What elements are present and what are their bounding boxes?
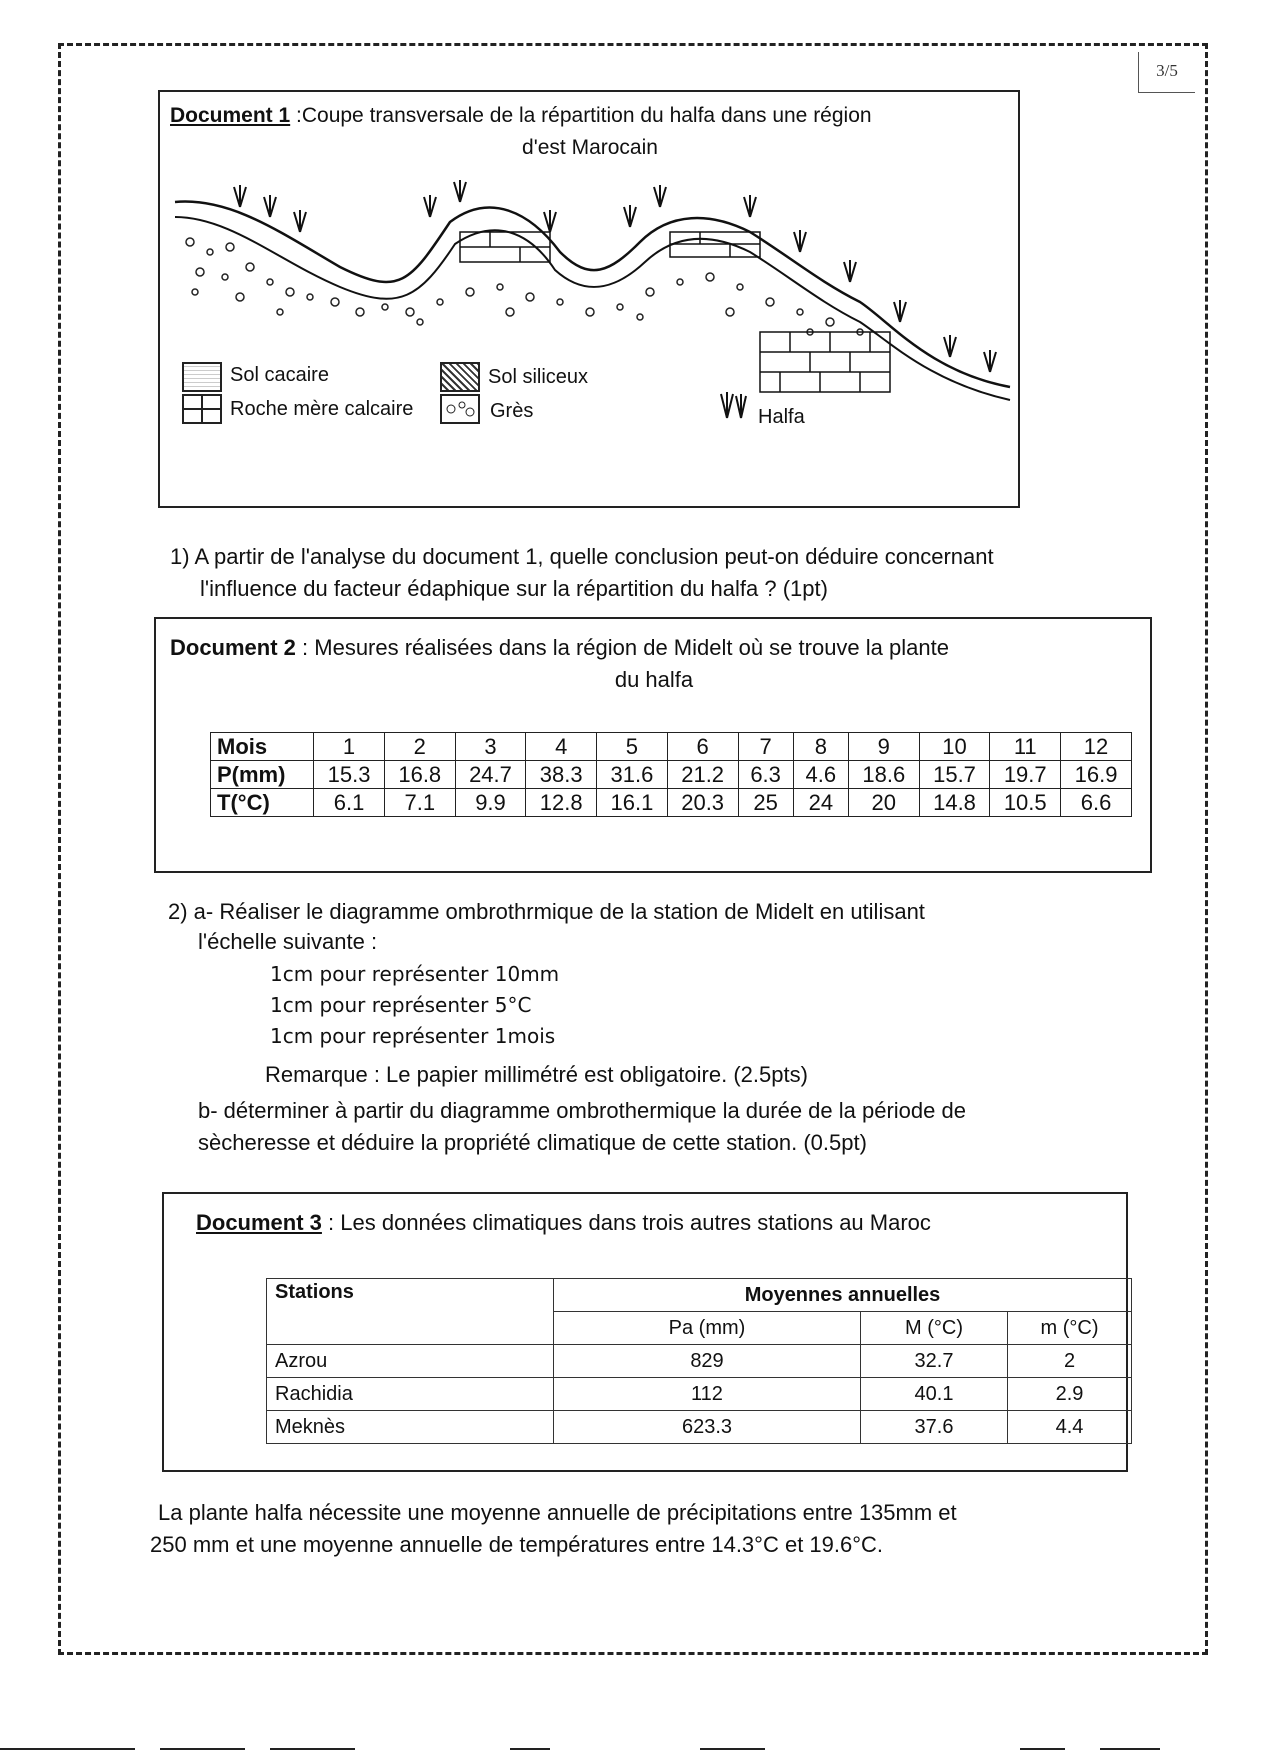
- document-1-box: [158, 90, 1020, 508]
- table-cell-station: Meknès: [267, 1411, 554, 1444]
- table-cell: 6.6: [1061, 789, 1132, 817]
- table-cell: 6.1: [314, 789, 385, 817]
- table-cell: 20: [848, 789, 919, 817]
- table-cell: 10.5: [990, 789, 1061, 817]
- bottom-rule-7: [1100, 1748, 1160, 1750]
- table-cell: 10: [919, 733, 990, 761]
- table-cell-m: 4.4: [1008, 1411, 1132, 1444]
- table-cell: 24.7: [455, 761, 526, 789]
- legend-gres-swatch: [440, 394, 480, 424]
- gravel-pattern: [186, 238, 863, 335]
- table-cell: 11: [990, 733, 1061, 761]
- table-cell-station: Rachidia: [267, 1378, 554, 1411]
- table-row: [267, 1345, 1132, 1378]
- document-3-title: [196, 1210, 1116, 1236]
- table-cell-M: 37.6: [861, 1411, 1008, 1444]
- bottom-rule-3: [270, 1748, 355, 1750]
- stations-climate-table: [266, 1278, 1132, 1444]
- table-cell: 6: [667, 733, 738, 761]
- document-2-box: [154, 617, 1152, 873]
- bottom-rule-5: [700, 1748, 765, 1750]
- document-2-title-line2: du halfa: [614, 667, 694, 692]
- table-cell-M: 40.1: [861, 1378, 1008, 1411]
- table-cell: 19.7: [990, 761, 1061, 789]
- row-label: P(mm): [211, 761, 314, 789]
- table-cell: 7: [738, 733, 793, 761]
- table-cell: 15.7: [919, 761, 990, 789]
- table-cell: 12: [1061, 733, 1132, 761]
- document-1-title-line2: d'est Marocain: [522, 136, 658, 159]
- table-row: [211, 761, 1132, 789]
- question-1-line1: 1) A partir de l'analyse du document 1, quelle conclusion peut-on déduire concernant: [170, 544, 994, 569]
- halfa-plants: [234, 180, 996, 372]
- remark: Remarque : Le papier millimétré est obligatoire. (2.5pts): [265, 1062, 808, 1087]
- table-cell: 14.8: [919, 789, 990, 817]
- document-1-title-text: :Coupe transversale de la répartition du halfa dans une région: [290, 104, 872, 127]
- document-3-label: Document 3: [196, 1210, 322, 1235]
- bottom-rule-4: [510, 1748, 550, 1750]
- document-2-title-text: : Mesures réalisées dans la région de Midelt où se trouve la plante: [295, 635, 949, 660]
- legend-sol-siliceux-label: Sol siliceux: [488, 366, 589, 388]
- table-cell: 9: [848, 733, 919, 761]
- table-cell-pa: 112: [554, 1378, 861, 1411]
- table-cell: 2: [384, 733, 455, 761]
- table-cell: 31.6: [597, 761, 668, 789]
- document-3-title-text: : Les données climatiques dans trois autres stations au Maroc: [321, 1210, 931, 1235]
- document-2-title: [170, 635, 1130, 661]
- midelt-measurements-table: [210, 732, 1132, 817]
- table-cell: 3: [455, 733, 526, 761]
- table-cell: 18.6: [848, 761, 919, 789]
- table-cell: 1: [314, 733, 385, 761]
- legend-sol-siliceux-swatch: [440, 362, 480, 392]
- table-cell: 8: [793, 733, 848, 761]
- document-2-label: Document 2: [170, 635, 296, 660]
- table-cell: 20.3: [667, 789, 738, 817]
- legend-sol-calcaire-swatch: [182, 362, 222, 392]
- table-cell-m: 2.9: [1008, 1378, 1132, 1411]
- table-cell: 16.8: [384, 761, 455, 789]
- table-cell: 15.3: [314, 761, 385, 789]
- table-cell-station: Azrou: [267, 1345, 554, 1378]
- table-cell-m: 2: [1008, 1345, 1132, 1378]
- scale-line-2: 1cm pour représenter 5°C: [270, 993, 532, 1017]
- row-label: T(°C): [211, 789, 314, 817]
- table-cell: 4.6: [793, 761, 848, 789]
- question-2a-line2: l'échelle suivante :: [198, 929, 378, 954]
- table-cell: 5: [597, 733, 668, 761]
- legend-roche-mere-label: Roche mère calcaire: [230, 398, 414, 420]
- legend-gres-label: Grès: [490, 400, 534, 422]
- legend-halfa-icon: [715, 390, 755, 420]
- bottom-rule-1: [0, 1748, 135, 1750]
- table-row: [267, 1411, 1132, 1444]
- bottom-rule-2: [160, 1748, 245, 1750]
- scale-line-3: 1cm pour représenter 1mois: [270, 1024, 556, 1048]
- question-2b-line2: sècheresse et déduire la propriété climatique de cette station. (0.5pt): [198, 1130, 867, 1155]
- page-number: 3/5: [1138, 52, 1195, 93]
- document-1-title: [170, 104, 1010, 128]
- question-2a-line1: 2) a- Réaliser le diagramme ombrothrmique de la station de Midelt en utilisant: [168, 899, 925, 924]
- legend-roche-mere-swatch: [182, 394, 222, 424]
- conclusion-line2: 250 mm et une moyenne annuelle de températures entre 14.3°C et 19.6°C.: [150, 1532, 884, 1557]
- document-3-box: [162, 1192, 1128, 1472]
- table-cell-pa: 829: [554, 1345, 861, 1378]
- table-cell: 7.1: [384, 789, 455, 817]
- table-row: [267, 1378, 1132, 1411]
- table-cell-pa: 623.3: [554, 1411, 861, 1444]
- header-stations: Stations: [267, 1279, 554, 1345]
- table-cell: 6.3: [738, 761, 793, 789]
- table-cell: 4: [526, 733, 597, 761]
- header-M: M (°C): [861, 1312, 1008, 1345]
- table-cell-M: 32.7: [861, 1345, 1008, 1378]
- table-row: [211, 733, 1132, 761]
- legend-sol-calcaire-label: Sol cacaire: [230, 364, 329, 386]
- question-1-line2: l'influence du facteur édaphique sur la répartition du halfa ? (1pt): [200, 576, 828, 601]
- legend-halfa-label: Halfa: [758, 406, 805, 428]
- table-row: [211, 789, 1132, 817]
- question-2b-line1: b- déterminer à partir du diagramme ombrothermique la durée de la période de: [198, 1098, 966, 1123]
- table-cell: 24: [793, 789, 848, 817]
- table-cell: 16.1: [597, 789, 668, 817]
- scale-line-1: 1cm pour représenter 10mm: [270, 962, 560, 986]
- table-cell: 38.3: [526, 761, 597, 789]
- bottom-rule-6: [1020, 1748, 1065, 1750]
- table-cell: 9.9: [455, 789, 526, 817]
- header-m: m (°C): [1008, 1312, 1132, 1345]
- table-cell: 21.2: [667, 761, 738, 789]
- header-moyennes: Moyennes annuelles: [554, 1279, 1132, 1312]
- row-label: Mois: [211, 733, 314, 761]
- header-pa: Pa (mm): [554, 1312, 861, 1345]
- table-cell: 12.8: [526, 789, 597, 817]
- table-cell: 16.9: [1061, 761, 1132, 789]
- table-cell: 25: [738, 789, 793, 817]
- document-1-label: Document 1: [170, 104, 291, 127]
- conclusion-line1: La plante halfa nécessite une moyenne annuelle de précipitations entre 135mm et: [158, 1500, 957, 1525]
